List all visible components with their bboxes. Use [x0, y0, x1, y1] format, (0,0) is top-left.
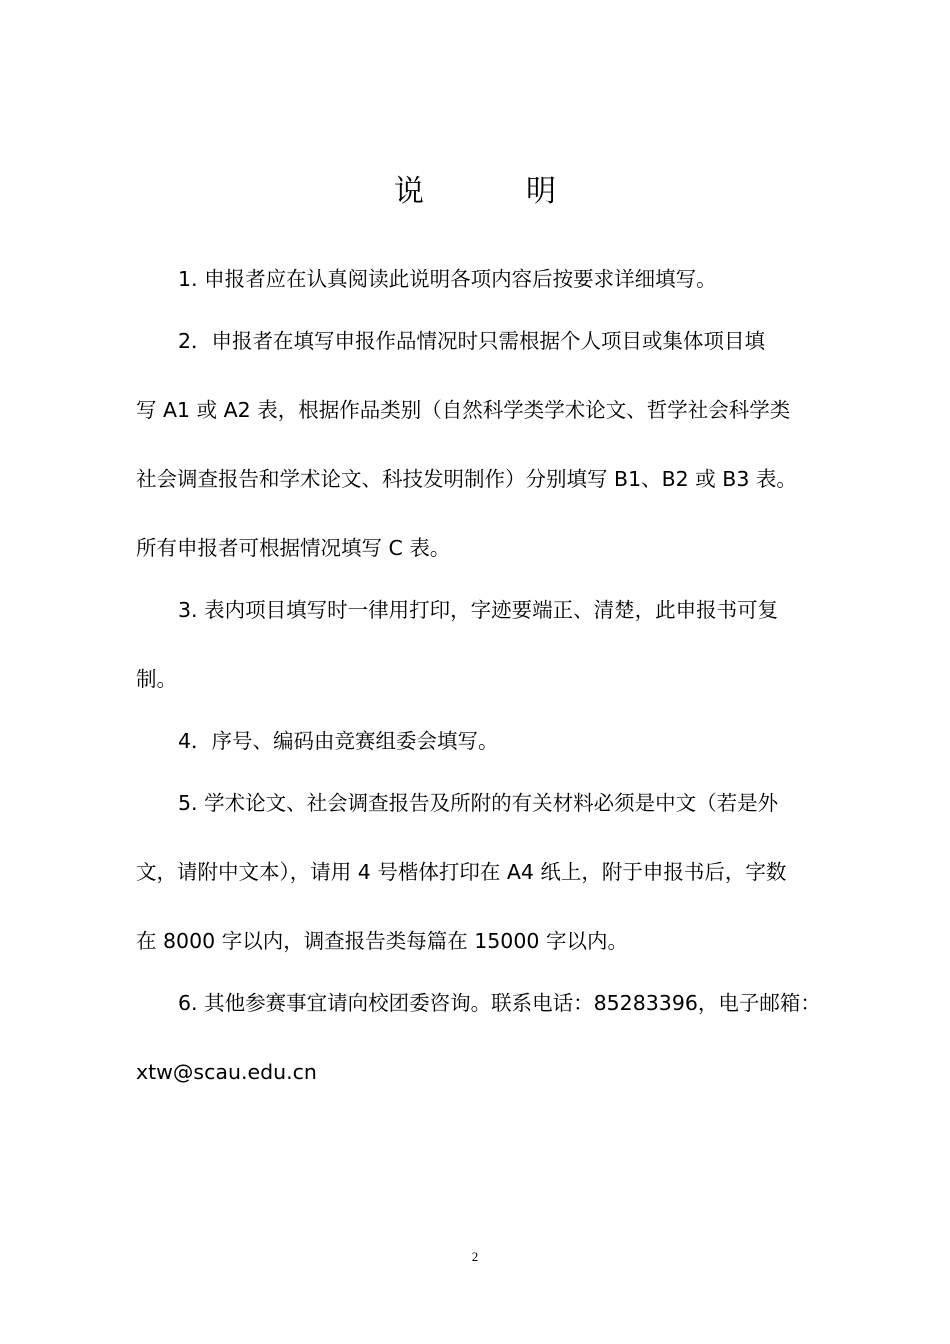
instruction-item-4 [136, 718, 820, 764]
title-char-1: 说 [394, 174, 424, 209]
instruction-line: 2．申报者在填写申报作品情况时只需根据个人项目或集体项目填 [178, 329, 766, 353]
instruction-line: 6. 其他参赛事宜请向校团委咨询。联系电话：85283396，电子邮箱： [178, 991, 821, 1015]
instruction-line: 3. 表内项目填写时一律用打印，字迹要端正、清楚，此申报书可复 [178, 598, 779, 622]
instruction-line: 1. 申报者应在认真阅读此说明各项内容后按要求详细填写。 [178, 267, 717, 291]
instruction-line: 所有申报者可根据情况填写 C 表。 [136, 536, 451, 560]
page-number: 2 [471, 1249, 479, 1264]
title-char-2: 明 [526, 174, 556, 209]
instruction-line: 在 8000 字以内，调查报告类每篇在 15000 字以内。 [136, 929, 628, 953]
instruction-item-5 [136, 780, 820, 964]
contact-email: xtw@scau.edu.cn [136, 1060, 317, 1084]
instruction-item-6 [136, 980, 820, 1095]
instruction-line: 4．序号、编码由竞赛组委会填写。 [178, 729, 499, 753]
instruction-line: 写 A1 或 A2 表，根据作品类别（自然科学类学术论文、哲学社会科学类 [136, 398, 791, 422]
instruction-line: 社会调查报告和学术论文、科技发明制作）分别填写 B1、B2 或 B3 表。 [136, 467, 797, 491]
instruction-item-2 [136, 318, 820, 571]
instruction-item-1 [136, 256, 820, 302]
instruction-line: 5. 学术论文、社会调查报告及所附的有关材料必须是中文（若是外 [178, 791, 779, 815]
instructions-body [136, 256, 820, 1095]
page-title [0, 170, 950, 214]
instruction-line: 制。 [136, 667, 177, 691]
instruction-item-3 [136, 587, 820, 702]
instruction-line: 文，请附中文本），请用 4 号楷体打印在 A4 纸上，附于申报书后，字数 [136, 860, 787, 884]
